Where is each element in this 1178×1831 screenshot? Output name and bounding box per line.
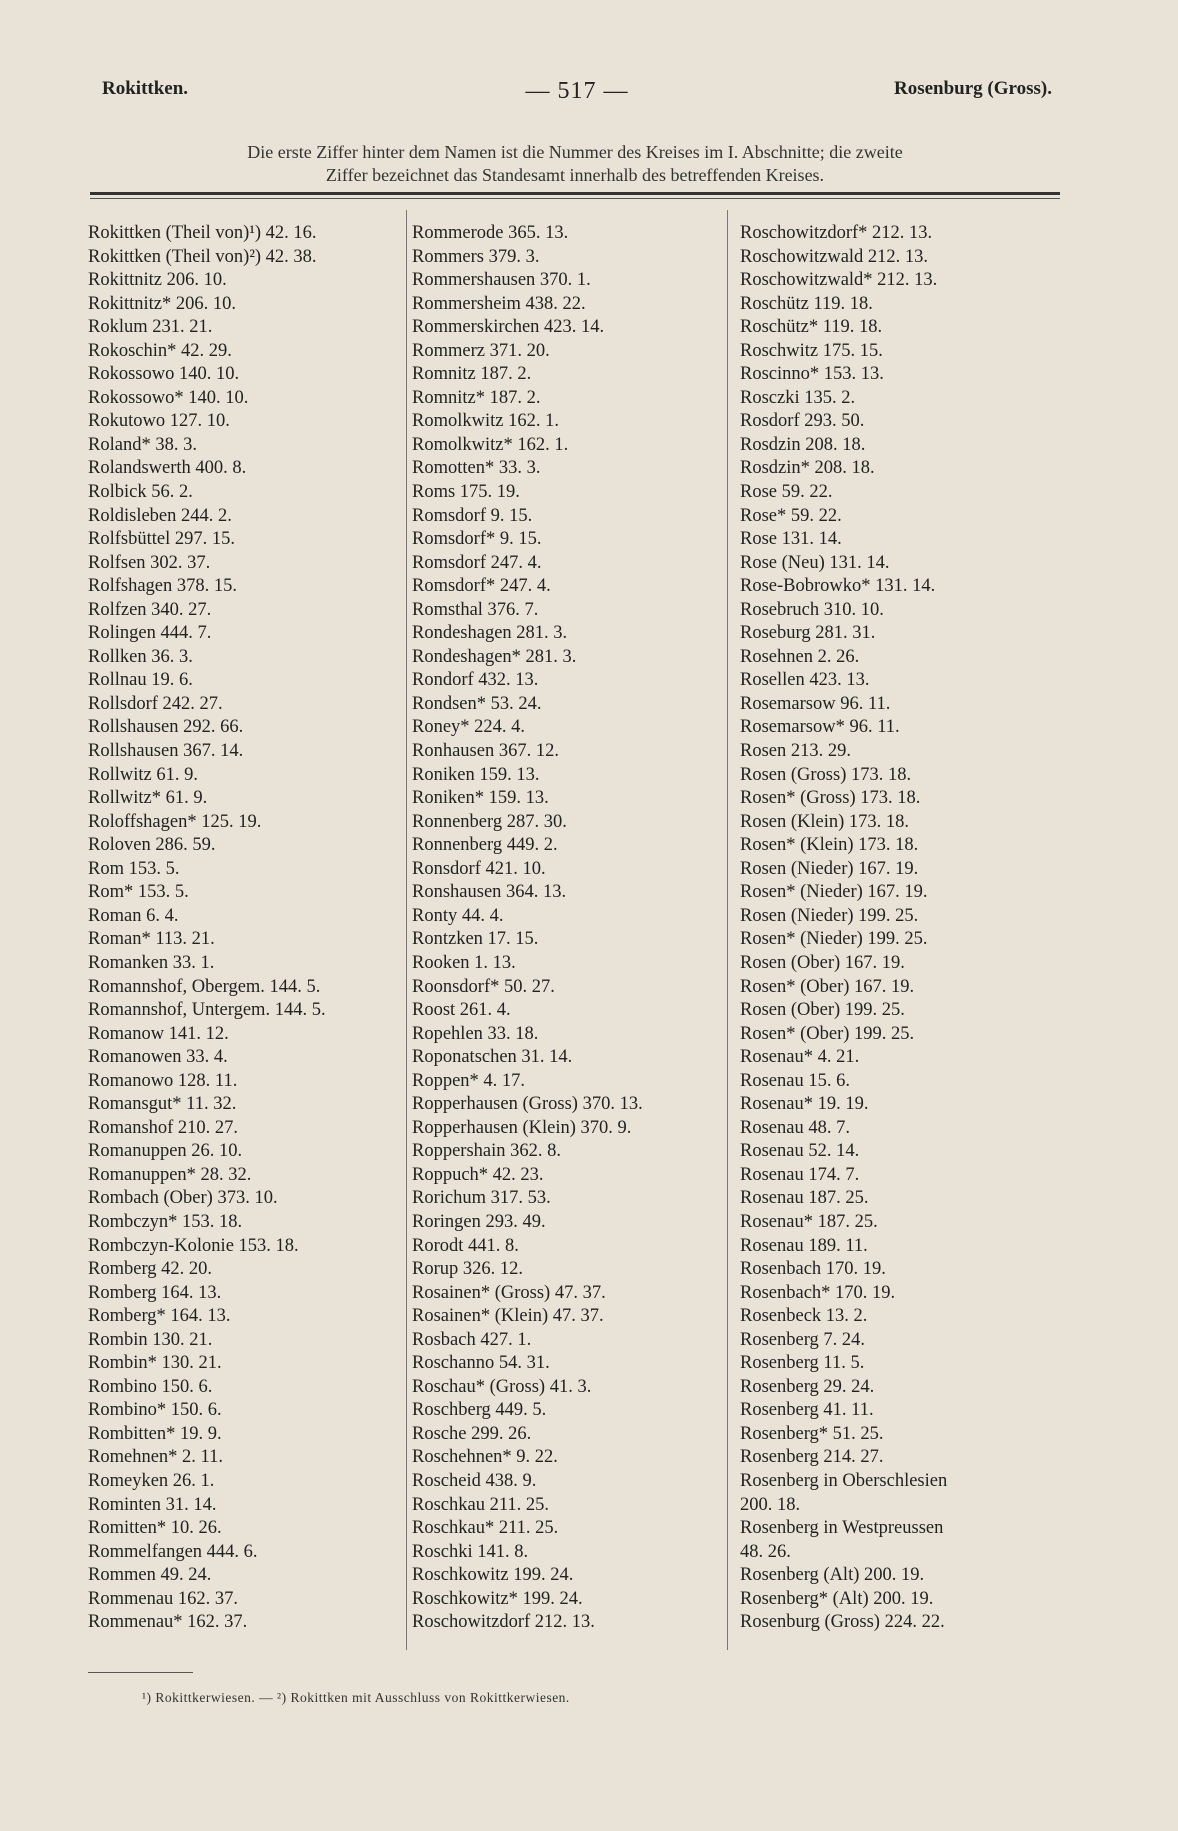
index-entry: Rosen* (Nieder) 167. 19. — [740, 882, 928, 903]
index-entry: Rosemarsow 96. 11. — [740, 693, 891, 714]
index-entry: Roschkowitz 199. 24. — [412, 1565, 574, 1586]
index-entry: 48. 26. — [740, 1541, 791, 1562]
index-entry: Rosenberg 214. 27. — [740, 1447, 884, 1468]
column-divider — [727, 210, 728, 1650]
running-head-left: Rokittken. — [102, 78, 189, 99]
index-entry: Rommen 49. 24. — [88, 1565, 212, 1586]
index-entry: Rolfsbüttel 297. 15. — [88, 529, 235, 550]
index-entry: Rollsdorf 242. 27. — [88, 693, 223, 714]
index-entry: Rombin* 130. 21. — [88, 1353, 222, 1374]
intro-line-2: Ziffer bezeichnet das Standesamt innerhalb des betreffenden Kreises. — [325, 165, 825, 185]
index-entry: Rosen (Gross) 173. 18. — [740, 764, 912, 785]
index-entry: Rollshausen 292. 66. — [88, 717, 244, 738]
index-entry: Romanuppen* 28. 32. — [88, 1164, 252, 1185]
index-column-2 — [412, 222, 732, 1635]
index-entry: Rokittken (Theil von)¹) 42. 16. — [88, 223, 317, 243]
index-entry: Rosenberg 7. 24. — [740, 1329, 866, 1350]
index-entry: Rom* 153. 5. — [88, 882, 189, 903]
index-entry: Rolfzen 340. 27. — [88, 599, 212, 620]
index-entry: Rose (Neu) 131. 14. — [740, 552, 890, 573]
index-entry: Rommerode 365. 13. — [412, 223, 569, 243]
index-entry: Roschütz 119. 18. — [740, 293, 873, 314]
index-entry: Rosen* (Gross) 173. 18. — [740, 788, 921, 809]
index-entry: Rose* 59. 22. — [740, 505, 842, 526]
index-entry: Ropehlen 33. 18. — [412, 1023, 539, 1044]
index-entry: Rosen* (Klein) 173. 18. — [740, 835, 919, 856]
index-entry: Rokossowo* 140. 10. — [88, 387, 249, 408]
index-entry: Rosenau 187. 25. — [740, 1188, 869, 1209]
index-entry: Roklum 231. 21. — [88, 317, 213, 338]
index-entry: 200. 18. — [740, 1494, 801, 1515]
index-entry: Rosdzin* 208. 18. — [740, 458, 875, 479]
index-entry: Roschberg 449. 5. — [412, 1400, 547, 1421]
index-entry: Ronty 44. 4. — [412, 905, 504, 926]
index-entry: Romsdorf* 247. 4. — [412, 576, 551, 597]
index-entry: Romberg 42. 20. — [88, 1259, 213, 1280]
index-entry: Romnitz* 187. 2. — [412, 387, 541, 408]
index-entry: Rosenau* 187. 25. — [740, 1211, 878, 1232]
index-entry: Rombczyn* 153. 18. — [88, 1211, 243, 1232]
intro-note — [90, 141, 1060, 187]
index-entry: Rosen* (Nieder) 199. 25. — [740, 929, 928, 950]
index-entry: Rosenberg* (Alt) 200. 19. — [740, 1588, 934, 1609]
index-entry: Rosenbach* 170. 19. — [740, 1282, 896, 1303]
index-entry: Rommenau* 162. 37. — [88, 1612, 248, 1633]
index-entry: Rombino* 150. 6. — [88, 1400, 222, 1421]
index-entry: Rosellen 423. 13. — [740, 670, 870, 691]
index-entry: Roschowitzwald 212. 13. — [740, 246, 929, 267]
index-entry: Rollnau 19. 6. — [88, 670, 193, 691]
index-entry: Ropperhausen (Klein) 370. 9. — [412, 1117, 632, 1138]
index-entry: Rondeshagen* 281. 3. — [412, 646, 577, 667]
index-entry: Rorup 326. 12. — [412, 1259, 523, 1280]
index-entry: Rolfshagen 378. 15. — [88, 576, 238, 597]
index-entry: Rokutowo 127. 10. — [88, 411, 230, 432]
index-entry: Romanowen 33. 4. — [88, 1047, 228, 1068]
index-entry: Roponatschen 31. 14. — [412, 1047, 573, 1068]
index-entry: Rominten 31. 14. — [88, 1494, 217, 1515]
index-entry: Romnitz 187. 2. — [412, 364, 532, 385]
index-entry: Rosenau 15. 6. — [740, 1070, 850, 1091]
footnote-rule — [88, 1672, 193, 1673]
index-entry: Rondorf 432. 13. — [412, 670, 539, 691]
index-entry: Ronnenberg 449. 2. — [412, 835, 558, 856]
index-entry: Rosen 213. 29. — [740, 741, 851, 762]
index-entry: Rondsen* 53. 24. — [412, 693, 542, 714]
index-entry: Romsdorf 9. 15. — [412, 505, 533, 526]
index-entry: Rosenburg (Gross) 224. 22. — [740, 1612, 945, 1633]
index-entry: Rosenau 48. 7. — [740, 1117, 850, 1138]
index-entry: Rosebruch 310. 10. — [740, 599, 884, 620]
index-entry: Rosenbach 170. 19. — [740, 1259, 886, 1280]
index-entry: Rosenberg 11. 5. — [740, 1353, 865, 1374]
index-entry: Ronsdorf 421. 10. — [412, 858, 546, 879]
index-entry: Roman 6. 4. — [88, 905, 179, 926]
index-entry: Roringen 293. 49. — [412, 1211, 546, 1232]
index-entry: Rosenberg* 51. 25. — [740, 1423, 884, 1444]
index-entry: Rosehnen 2. 26. — [740, 646, 860, 667]
index-entry: Rosenau 174. 7. — [740, 1164, 860, 1185]
index-entry: Rosenau* 4. 21. — [740, 1047, 860, 1068]
index-entry: Roschowitzwald* 212. 13. — [740, 270, 938, 291]
index-entry: Rosenberg in Oberschlesien — [740, 1470, 948, 1491]
index-entry: Roppuch* 42. 23. — [412, 1164, 544, 1185]
index-entry: Romsthal 376. 7. — [412, 599, 539, 620]
header-rule-thin — [90, 198, 1060, 199]
index-entry: Roman* 113. 21. — [88, 929, 215, 950]
index-entry: Romansgut* 11. 32. — [88, 1094, 237, 1115]
header-rule-thick — [90, 192, 1060, 195]
index-entry: Romanowo 128. 11. — [88, 1070, 238, 1091]
index-entry: Romberg 164. 13. — [88, 1282, 222, 1303]
index-entry: Romannshof, Untergem. 144. 5. — [88, 1000, 326, 1021]
index-entry: Rolfsen 302. 37. — [88, 552, 211, 573]
index-entry: Rosainen* (Gross) 47. 37. — [412, 1282, 606, 1303]
index-entry: Roschowitzdorf* 212. 13. — [740, 223, 933, 243]
index-entry: Rollwitz* 61. 9. — [88, 788, 208, 809]
index-entry: Ronnenberg 287. 30. — [412, 811, 567, 832]
index-entry: Ronshausen 364. 13. — [412, 882, 567, 903]
index-entry: Romsdorf* 9. 15. — [412, 529, 542, 550]
index-entry: Romanuppen 26. 10. — [88, 1141, 243, 1162]
running-head-right: Rosenburg (Gross). — [894, 78, 1052, 99]
index-entry: Rombino 150. 6. — [88, 1376, 213, 1397]
index-entry: Romolkwitz 162. 1. — [412, 411, 559, 432]
index-entry: Roonsdorf* 50. 27. — [412, 976, 555, 997]
index-entry: Rosenau* 19. 19. — [740, 1094, 869, 1115]
index-entry: Roppershain 362. 8. — [412, 1141, 562, 1162]
index-entry: Romolkwitz* 162. 1. — [412, 434, 569, 455]
index-entry: Roschkau 211. 25. — [412, 1494, 550, 1515]
index-entry: Rommenau 162. 37. — [88, 1588, 239, 1609]
index-entry: Roscheid 438. 9. — [412, 1470, 537, 1491]
index-entry: Rosenau 189. 11. — [740, 1235, 868, 1256]
index-entry: Romannshof, Obergem. 144. 5. — [88, 976, 321, 997]
index-entry: Rommers 379. 3. — [412, 246, 540, 267]
index-entry: Roschowitzdorf 212. 13. — [412, 1612, 595, 1633]
index-entry: Rombitten* 19. 9. — [88, 1423, 222, 1444]
index-entry: Rokittken (Theil von)²) 42. 38. — [88, 246, 317, 267]
index-entry: Rosen (Nieder) 167. 19. — [740, 858, 919, 879]
index-entry: Roland* 38. 3. — [88, 434, 197, 455]
index-entry: Roseburg 281. 31. — [740, 623, 876, 644]
index-entry: Rose 131. 14. — [740, 529, 842, 550]
page-header — [102, 78, 1052, 108]
index-entry: Roschkau* 211. 25. — [412, 1518, 559, 1539]
index-entry: Rokossowo 140. 10. — [88, 364, 240, 385]
index-entry: Roney* 224. 4. — [412, 717, 526, 738]
index-entry: Roloven 286. 59. — [88, 835, 216, 856]
index-entry: Rosbach 427. 1. — [412, 1329, 532, 1350]
index-entry: Ronhausen 367. 12. — [412, 741, 559, 762]
index-entry: Rokittnitz* 206. 10. — [88, 293, 236, 314]
index-entry: Rolingen 444. 7. — [88, 623, 212, 644]
index-entry: Rosche 299. 26. — [412, 1423, 532, 1444]
index-entry: Rosen (Ober) 199. 25. — [740, 1000, 905, 1021]
index-entry: Roschau* (Gross) 41. 3. — [412, 1376, 592, 1397]
index-entry: Rosen (Klein) 173. 18. — [740, 811, 910, 832]
intro-line-1: Die erste Ziffer hinter dem Namen ist die Nummer des Kreises im I. Abschnitte; die zweite — [247, 142, 903, 162]
index-entry: Rombach (Ober) 373. 10. — [88, 1188, 278, 1209]
index-entry: Roschütz* 119. 18. — [740, 317, 883, 338]
index-entry: Roschkowitz* 199. 24. — [412, 1588, 583, 1609]
index-entry: Rosemarsow* 96. 11. — [740, 717, 900, 738]
index-entry: Rooken 1. 13. — [412, 952, 516, 973]
index-entry: Rosenau 52. 14. — [740, 1141, 860, 1162]
index-entry: Rommerskirchen 423. 14. — [412, 317, 605, 338]
index-entry: Romsdorf 247. 4. — [412, 552, 542, 573]
index-entry: Roost 261. 4. — [412, 1000, 511, 1021]
index-entry: Rolbick 56. 2. — [88, 482, 193, 503]
index-entry: Rommerz 371. 20. — [412, 340, 550, 361]
index-entry: Rolandswerth 400. 8. — [88, 458, 247, 479]
index-entry: Rontzken 17. 15. — [412, 929, 539, 950]
index-entry: Roldisleben 244. 2. — [88, 505, 232, 526]
index-entry: Rosainen* (Klein) 47. 37. — [412, 1306, 604, 1327]
index-entry: Rommershausen 370. 1. — [412, 270, 591, 291]
index-entry: Romanken 33. 1. — [88, 952, 215, 973]
index-entry: Rombin 130. 21. — [88, 1329, 213, 1350]
index-entry: Romanow 141. 12. — [88, 1023, 229, 1044]
index-entry: Rosenberg 29. 24. — [740, 1376, 875, 1397]
index-entry: Rollwitz 61. 9. — [88, 764, 198, 785]
index-entry: Rosenberg in Westpreussen — [740, 1518, 944, 1539]
index-entry: Roppen* 4. 17. — [412, 1070, 526, 1091]
index-entry: Rosen (Nieder) 199. 25. — [740, 905, 919, 926]
page-number: — 517 — — [525, 78, 629, 104]
index-entry: Ropperhausen (Gross) 370. 13. — [412, 1094, 643, 1115]
index-entry: Romehnen* 2. 11. — [88, 1447, 223, 1468]
footnote: ¹) Rokittkerwiesen. — ²) Rokittken mit Ausschluss von Rokittkerwiesen. — [142, 1690, 570, 1705]
index-entry: Rose-Bobrowko* 131. 14. — [740, 576, 936, 597]
index-entry: Romitten* 10. 26. — [88, 1518, 222, 1539]
index-entry: Rose 59. 22. — [740, 482, 833, 503]
index-entry: Rorichum 317. 53. — [412, 1188, 551, 1209]
index-entry: Rollken 36. 3. — [88, 646, 193, 667]
index-entry: Roniken* 159. 13. — [412, 788, 549, 809]
index-entry: Rosen (Ober) 167. 19. — [740, 952, 905, 973]
index-entry: Rom 153. 5. — [88, 858, 180, 879]
index-entry: Roniken 159. 13. — [412, 764, 540, 785]
index-entry: Rosenberg (Alt) 200. 19. — [740, 1565, 925, 1586]
index-entry: Roscinno* 153. 13. — [740, 364, 884, 385]
column-divider — [406, 210, 407, 1650]
index-entry: Rosdzin 208. 18. — [740, 434, 866, 455]
index-entry: Romanshof 210. 27. — [88, 1117, 239, 1138]
index-entry: Romotten* 33. 3. — [412, 458, 541, 479]
index-entry: Rollshausen 367. 14. — [88, 741, 244, 762]
index-entry: Rosczki 135. 2. — [740, 387, 856, 408]
index-entry: Roschwitz 175. 15. — [740, 340, 883, 361]
index-entry: Roms 175. 19. — [412, 482, 520, 503]
index-entry: Rommelfangen 444. 6. — [88, 1541, 258, 1562]
index-entry: Rommersheim 438. 22. — [412, 293, 586, 314]
index-entry: Rosenbeck 13. 2. — [740, 1306, 868, 1327]
index-entry: Rosdorf 293. 50. — [740, 411, 865, 432]
index-entry: Rokittnitz 206. 10. — [88, 270, 227, 291]
index-entry: Romberg* 164. 13. — [88, 1306, 231, 1327]
index-entry: Rosenberg 41. 11. — [740, 1400, 874, 1421]
index-entry: Rondeshagen 281. 3. — [412, 623, 568, 644]
index-entry: Roschehnen* 9. 22. — [412, 1447, 558, 1468]
index-entry: Rokoschin* 42. 29. — [88, 340, 232, 361]
index-entry: Roloffshagen* 125. 19. — [88, 811, 262, 832]
index-column-1 — [88, 222, 403, 1635]
index-entry: Rombczyn-Kolonie 153. 18. — [88, 1235, 299, 1256]
index-entry: Rosen* (Ober) 199. 25. — [740, 1023, 915, 1044]
index-entry: Romeyken 26. 1. — [88, 1470, 215, 1491]
index-column-3 — [740, 222, 1060, 1635]
index-entry: Rosen* (Ober) 167. 19. — [740, 976, 915, 997]
index-entry: Roschanno 54. 31. — [412, 1353, 550, 1374]
index-entry: Roschki 141. 8. — [412, 1541, 529, 1562]
index-entry: Rorodt 441. 8. — [412, 1235, 519, 1256]
